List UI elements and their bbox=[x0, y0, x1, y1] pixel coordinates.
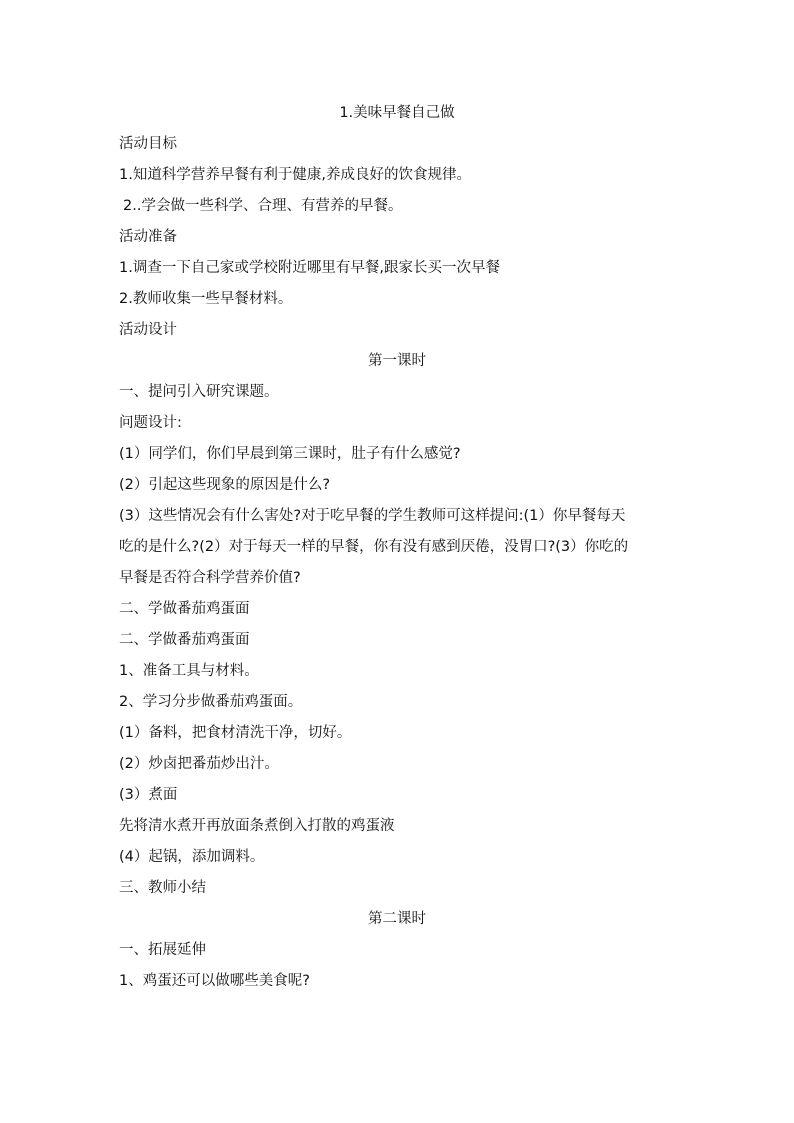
cooking-substep-1: (1）备料，把食材清洗干净，切好。 bbox=[119, 725, 352, 741]
section-heading-preparation: 活动准备 bbox=[119, 229, 177, 245]
lesson-1-step-2: 二、学做番茄鸡蛋面 bbox=[119, 601, 250, 617]
cooking-substep-4: (4）起锅，添加调料。 bbox=[119, 849, 265, 865]
cooking-substep-2: (2）炒卤把番茄炒出汁。 bbox=[119, 756, 279, 772]
question-2: (2）引起这些现象的原因是什么? bbox=[119, 477, 331, 493]
document-body bbox=[119, 98, 675, 997]
preparation-item-1: 1.调查一下自己家或学校附近哪里有早餐,跟家长买一次早餐 bbox=[119, 260, 500, 276]
lesson-1-step-2-repeat: 二、学做番茄鸡蛋面 bbox=[119, 632, 250, 648]
document-title: 1.美味早餐自己做 bbox=[339, 105, 455, 121]
section-heading-design: 活动设计 bbox=[119, 322, 177, 338]
lesson-1-heading: 第一课时 bbox=[368, 353, 426, 369]
question-3-line-2: 吃的是什么?(2）对于每天一样的早餐，你有没有感到厌倦，没胃口?(3）你吃的 bbox=[119, 539, 629, 555]
question-design-label: 问题设计: bbox=[119, 415, 182, 431]
preparation-item-2: 2.教师收集一些早餐材料。 bbox=[119, 291, 293, 307]
section-heading-goals: 活动目标 bbox=[119, 136, 177, 152]
cooking-step-2: 2、学习分步做番茄鸡蛋面。 bbox=[119, 694, 303, 710]
lesson-2-question-1: 1、鸡蛋还可以做哪些美食呢? bbox=[119, 973, 310, 989]
goal-item-2: 2..学会做一些科学、合理、有营养的早餐。 bbox=[123, 198, 403, 214]
lesson-1-step-1: 一、提问引入研究课题。 bbox=[119, 384, 279, 400]
lesson-2-heading: 第二课时 bbox=[368, 911, 426, 927]
cooking-substep-3-detail: 先将清水煮开再放面条煮倒入打散的鸡蛋液 bbox=[119, 818, 395, 834]
question-3-line-3: 早餐是否符合科学营养价值? bbox=[119, 570, 301, 586]
cooking-substep-3: (3）煮面 bbox=[119, 787, 178, 803]
goal-item-1: 1.知道科学营养早餐有利于健康,养成良好的饮食规律。 bbox=[119, 167, 471, 183]
lesson-1-step-3: 三、教师小结 bbox=[119, 880, 206, 896]
lesson-2-step-1: 一、拓展延伸 bbox=[119, 942, 206, 958]
question-1: (1）同学们，你们早晨到第三课时，肚子有什么感觉? bbox=[119, 446, 461, 462]
question-3-line-1: (3）这些情况会有什么害处?对于吃早餐的学生教师可这样提问:(1）你早餐每天 bbox=[119, 508, 626, 524]
cooking-step-1: 1、准备工具与材料。 bbox=[119, 663, 259, 679]
